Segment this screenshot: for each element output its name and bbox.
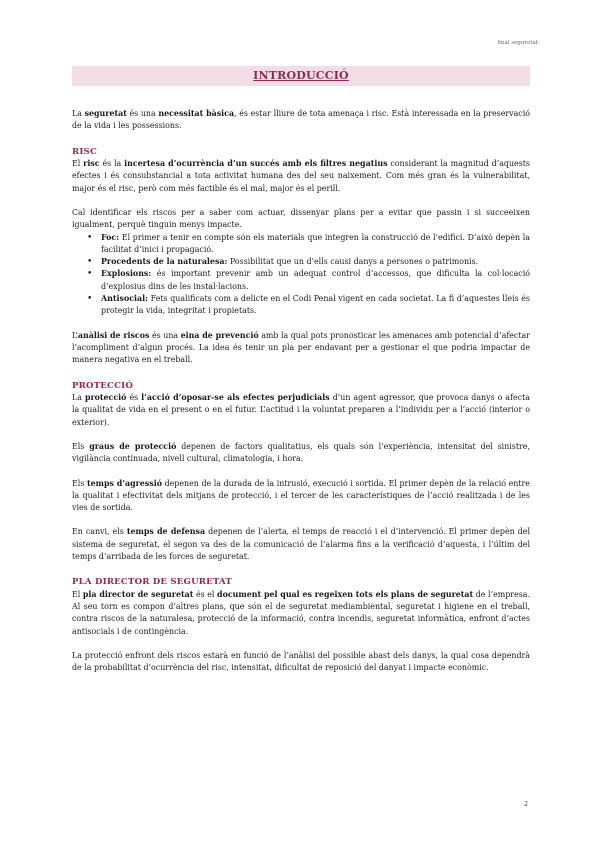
list-item: • Explosions: és important prevenir amb un adequat control d’accessos, que dificulta la col·locació d’explosius dins de les instal·lacions. [87, 268, 530, 293]
proteccio-paragraph-1: La protecció és l’acció d’oposar-se als efectes perjudicials d’un agent agressor, que provoca danys o afecta la qualitat de vida en el present o en el futur. L’actitud i la voluntat preparen a l’individu per a l’acció (interior o exterior). [72, 393, 530, 427]
proteccio-paragraph-3: Els temps d’agressió depenen de la durada de la intrusió, execució i sortida. El primer depèn de la relació entre la qualitat i efectivitat dels mitjans de protecció, i el tercer de les característiques de l’acció realitzada i de les vies de sortida. [72, 478, 530, 513]
list-item: • Antisocial: Fets qualificats com a delicte en el Codi Penal vigent en cada societat. La fi d’aquestes lleis és protegir la vida, integritat i propietats. [87, 293, 530, 318]
page-number: 2 [523, 800, 528, 808]
page-title: INTRODUCCIÓ [253, 68, 349, 82]
risc-paragraph-1: El risc és la incertesa d’ocurrència d’un succés amb els filtres negatius considerant la magnitud d’aquests efectes i és consubstancial a tota activitat humana des del seu naixement. Com més gran és la vulnerabilitat, major és el risc, però com més factible és el mal, major és el perill. [72, 159, 530, 193]
risc-paragraph-3: L’anàlisi de riscos és una eina de prevenció amb la qual pots pronosticar les amenaces amb potencial d’afectar l’acompliment d’algun procés. La idea és tenir un pla per endavant per a gestionar el que podria impactar de manera negativa en el treball. [72, 330, 530, 365]
list-item: • Procedents de la naturalesa: Possibilitat que un d’ells causi danys a persones o patrimonis. [87, 256, 530, 268]
risc-list [72, 232, 530, 318]
proteccio-paragraph-4: En canvi, els temps de defensa depenen de l’alerta, el temps de reacció i el d’intervenció. El primer depèn del sistema de seguretat, el segon va des de la comunicació de l’alarma fins a la verificació d’aquesta, i l’últim del temps d’arribada de les forces de seguretat. [72, 527, 530, 562]
intro-paragraph: La seguretat és una necessitat bàsica, és estar lliure de tota amenaça i risc. Està interessada en la preservació de la vida i les possessions. [72, 109, 530, 131]
section-heading-pla-director: PLA DIRECTOR DE SEGURETAT [72, 577, 232, 588]
section-heading-proteccio: PROTECCIÓ [72, 380, 134, 391]
section-heading-risc: RISC [72, 146, 98, 157]
title-banner [72, 66, 530, 86]
risc-paragraph-2: Cal identificar els riscos per a saber com actuar, dissenyar plans per a evitar que passin i si succeeixen igualment, perquè tinguin menys impacte. [72, 207, 530, 230]
document-header: final seguretat [497, 40, 538, 46]
page-content [72, 66, 530, 675]
pla-paragraph-2: La protecció enfront dels riscos estarà en funció de l’anàlisi del possible abast dels danys, la qual cosa dependrà de la probabilitat d’ocurrència del risc, intensitat, dificultat de reposició del danyat i impacte econòmic. [72, 651, 530, 673]
pla-paragraph-1: El pla director de seguretat és el document pel qual es regeixen tots els plans de seguretat de l’empresa. Al seu torn es compon d’altres plans, que són el de seguretat mediambiental, seguretat i higiene en el treball, contra riscos de la naturalesa, protecció de la informació, contra incendis, seguretat informàtica, enfront d’actes antisocials i de contingència. [72, 589, 531, 636]
list-item: • Foc: El primer a tenir en compte són els materials que integren la construcció de l’edifici. D’això depèn la facilitat d’inici i propagació. [87, 232, 530, 257]
proteccio-paragraph-2: Els graus de protecció depenen de factors qualitatius, els quals són l’experiència, intensitat del sinistre, vigilància continuada, nivell cultural, climatologia, i hora. [72, 441, 530, 464]
